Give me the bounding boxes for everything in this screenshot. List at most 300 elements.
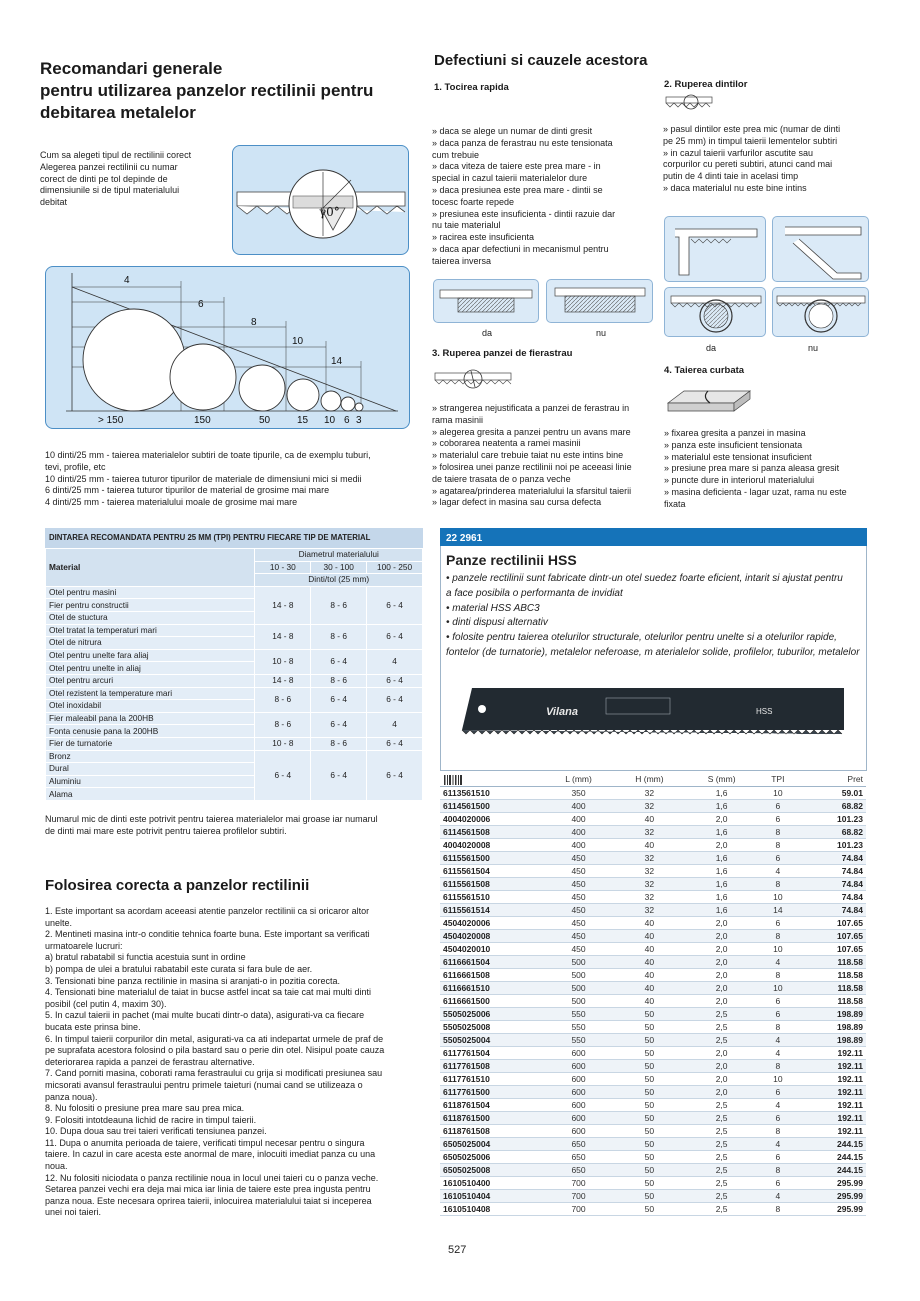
tpi-table-row: [46, 649, 423, 662]
size-label-15: 15: [297, 415, 309, 426]
tpi-cell: 6: [757, 1085, 798, 1098]
text-line: » presiune prea mare si panza aleasa gresit: [664, 463, 840, 474]
length-cell: 450: [544, 890, 613, 903]
tpi-table-row: [46, 737, 423, 750]
text-line: 3. Tensionati bine panza rectilinie in masina si aranjati-o in pozitia corecta.: [45, 975, 340, 986]
text-line: noua.: [45, 1161, 68, 1172]
size-label-10: 10: [324, 415, 336, 426]
tpi-value: 6 - 4: [311, 712, 367, 737]
defect-2-image-4: [772, 287, 869, 337]
product-code-cell: 6117761510: [440, 1072, 544, 1085]
price-cell: 192.11: [798, 1059, 866, 1072]
tpi-size-diagram: [45, 266, 410, 429]
text-line: putin de 4 dinti taie in acelasi timp: [663, 171, 799, 182]
col-s: S (mm): [686, 773, 758, 786]
tpi-cell: 4: [757, 864, 798, 877]
curved-cut-icon: [664, 385, 754, 415]
tpi-cell: 4: [757, 1098, 798, 1111]
product-code-cell: 1610510404: [440, 1189, 544, 1202]
price-cell: 118.58: [798, 955, 866, 968]
product-code: 22 2961: [446, 533, 483, 544]
length-cell: 450: [544, 942, 613, 955]
length-cell: 600: [544, 1098, 613, 1111]
thickness-cell: 2,0: [686, 968, 758, 981]
material-name: Fonta cenusie pana la 200HB: [46, 725, 255, 738]
col-l: L (mm): [544, 773, 613, 786]
tpi-table-container: [45, 528, 423, 801]
product-code-cell: 6115561504: [440, 864, 544, 877]
length-cell: 450: [544, 916, 613, 929]
blade-break-icon: [433, 368, 515, 390]
price-cell: 74.84: [798, 851, 866, 864]
product-row: [440, 1202, 866, 1215]
price-cell: 101.23: [798, 812, 866, 825]
tpi-value: 6 - 4: [367, 624, 423, 649]
tpi-cell: 6: [757, 799, 798, 812]
tpi-value: 10 - 8: [255, 649, 311, 674]
material-name: Aluminiu: [46, 775, 255, 788]
tpi-value: 8 - 6: [255, 712, 311, 737]
product-row: [440, 1033, 866, 1046]
product-code-cell: 6118761504: [440, 1098, 544, 1111]
length-cell: 700: [544, 1189, 613, 1202]
height-cell: 40: [613, 929, 686, 942]
length-cell: 450: [544, 929, 613, 942]
tpi-value: 6 - 4: [311, 649, 367, 674]
text-line: 7. Cand porniti masina, coborati rama ferastraului cu grija si modificati presiunea sau: [45, 1068, 383, 1079]
text-line: deteriorarea rapida a panzei de ferastrau alternative.: [45, 1056, 255, 1067]
price-cell: 192.11: [798, 1111, 866, 1124]
size-label-50: 50: [259, 415, 271, 426]
product-code-cell: 4004020008: [440, 838, 544, 851]
unit-row: Dinti/tol (25 mm): [255, 574, 423, 587]
size-label-gt150: > 150: [98, 415, 124, 426]
material-name: Otel pentru arcuri: [46, 674, 255, 687]
height-cell: 50: [613, 1020, 686, 1033]
height-cell: 32: [613, 890, 686, 903]
text-line: » panza este insuficient tensionata: [664, 439, 803, 450]
defect-1-text: [432, 126, 615, 268]
product-code-cell: 6117761504: [440, 1046, 544, 1059]
tpi-table-note: Numarul mic de dinti este potrivit pentru taierea materialelor mai groase iar numarul de dinti mai mare este potrivit pentru taierea profilelor subtiri.: [45, 814, 378, 836]
price-cell: 198.89: [798, 1007, 866, 1020]
price-cell: 244.15: [798, 1137, 866, 1150]
text-line: » in cazul taierii varfurilor ascutite sau: [663, 147, 814, 158]
price-cell: 192.11: [798, 1098, 866, 1111]
thickness-cell: 2,0: [686, 1046, 758, 1059]
tpi-notes: 10 dinti/25 mm - taierea materialelor subtiri de toate tipurile, ca de exemplu tuburi, tevi, profile, etc 10 dinti/25 mm - taierea tuturor tipurilor de materiale de dimensiuni mici si medii 6 dinti/25 mm - taierea tuturor tipurilor de material de grosime mai mare 4 dinti/25 mm - taierea materialului moale de grosime mai mare: [45, 450, 371, 508]
tpi-cell: 8: [757, 1124, 798, 1137]
defect-2-nu-label: nu: [808, 343, 819, 353]
tpi-label-8: 8: [251, 317, 257, 328]
thickness-cell: 2,0: [686, 812, 758, 825]
tpi-cell: 4: [757, 1137, 798, 1150]
product-row: [440, 1124, 866, 1137]
product-row: [440, 1046, 866, 1059]
height-cell: 32: [613, 786, 686, 799]
height-cell: 50: [613, 1176, 686, 1189]
product-row: [440, 799, 866, 812]
tpi-value: 6 - 4: [367, 586, 423, 624]
length-cell: 400: [544, 825, 613, 838]
material-name: Otel tratat la temperaturi mari: [46, 624, 255, 637]
tpi-cell: 4: [757, 955, 798, 968]
product-code-cell: 4004020006: [440, 812, 544, 825]
defects-title: Defectiuni si cauzele acestora: [434, 52, 648, 69]
height-cell: 32: [613, 851, 686, 864]
thickness-cell: 2,5: [686, 1111, 758, 1124]
range-2: 30 - 100: [311, 561, 367, 574]
length-cell: 700: [544, 1202, 613, 1215]
height-cell: 40: [613, 942, 686, 955]
height-cell: 40: [613, 955, 686, 968]
height-cell: 50: [613, 1033, 686, 1046]
tpi-value: 8 - 6: [311, 737, 367, 750]
page-number: 527: [448, 1244, 467, 1256]
length-cell: 550: [544, 1020, 613, 1033]
product-code-cell: 4504020010: [440, 942, 544, 955]
material-name: Otel inoxidabil: [46, 700, 255, 713]
length-cell: 600: [544, 1072, 613, 1085]
tpi-cell: 4: [757, 1189, 798, 1202]
tpi-value: 8 - 6: [311, 674, 367, 687]
product-row: [440, 942, 866, 955]
tpi-cell: 6: [757, 1007, 798, 1020]
text-line: taierea inversa: [432, 255, 492, 266]
thickness-cell: 2,0: [686, 1085, 758, 1098]
length-cell: 450: [544, 851, 613, 864]
defect-1-nu-label: nu: [596, 328, 607, 338]
material-name: Fier maleabil pana la 200HB: [46, 712, 255, 725]
price-cell: 118.58: [798, 981, 866, 994]
thickness-cell: 2,5: [686, 1202, 758, 1215]
product-row: [440, 1085, 866, 1098]
length-cell: 550: [544, 1033, 613, 1046]
price-cell: 68.82: [798, 799, 866, 812]
material-name: Otel pentru unelte fara aliaj: [46, 649, 255, 662]
price-cell: 192.11: [798, 1085, 866, 1098]
product-row: [440, 903, 866, 916]
price-cell: 198.89: [798, 1033, 866, 1046]
text-line: panza noua. Este necesara oprirea taierii, inlocuirea materialului taiat si inceperea: [45, 1195, 372, 1206]
material-name: Otel pentru unelte in aliaj: [46, 662, 255, 675]
col-diameter: Diametrul materialului: [255, 549, 423, 562]
tpi-value: 14 - 8: [255, 624, 311, 649]
tpi-value: 14 - 8: [255, 674, 311, 687]
text-line: Setarea panzei vechi era deja mai mica iar linia de taiere este prea ingusta pentru: [45, 1184, 371, 1195]
length-cell: 650: [544, 1150, 613, 1163]
product-code-cell: 6114561508: [440, 825, 544, 838]
text-line: panza noua).: [45, 1091, 98, 1102]
text-line: pe suprafata acestora folosind o pila bastard sau o perie din otel. Nisipul poate cauza: [45, 1045, 385, 1056]
tpi-cell: 10: [757, 942, 798, 955]
defect-1-da-label: da: [482, 328, 493, 338]
product-code-cell: 4504020008: [440, 929, 544, 942]
price-cell: 74.84: [798, 864, 866, 877]
tpi-cell: 10: [757, 1072, 798, 1085]
text-line: nu taie materialul: [432, 220, 501, 231]
tpi-cell: 10: [757, 786, 798, 799]
thickness-cell: 2,0: [686, 929, 758, 942]
product-row: [440, 1059, 866, 1072]
text-line: » racirea este insuficienta: [432, 232, 535, 243]
tpi-value: 6 - 4: [367, 750, 423, 800]
length-cell: 400: [544, 799, 613, 812]
text-line: posibil (cel putin 4, maxim 30).: [45, 998, 167, 1009]
tpi-value: 8 - 6: [311, 586, 367, 624]
tpi-cell: 8: [757, 1059, 798, 1072]
tpi-table: [45, 548, 423, 801]
text-line: micsorati avansul ferastraului pentru primele taieturi (numai cand se utilizeaza o: [45, 1079, 363, 1090]
tpi-value: 6 - 4: [255, 750, 311, 800]
defect-4-text: [664, 428, 847, 511]
tpi-table-title: DINTAREA RECOMANDATA PENTRU 25 MM (TPI) PENTRU FIECARE TIP DE MATERIAL: [45, 528, 423, 548]
text-line: special in cazul taierii materialelor dure: [432, 173, 588, 184]
height-cell: 50: [613, 1124, 686, 1137]
text-line: corpurilor cu pereti subtiri, atunci cand mai: [663, 159, 833, 170]
height-cell: 32: [613, 825, 686, 838]
height-cell: 50: [613, 1085, 686, 1098]
text-line: • panzele rectilinii sunt fabricate dintr-un otel suedez foarte eficient, intarit si ajustat pentru: [446, 573, 843, 584]
product-row: [440, 981, 866, 994]
tpi-label-6: 6: [198, 299, 204, 310]
product-code-cell: 6118761500: [440, 1111, 544, 1124]
text-line: » agatarea/prinderea materialului la sfarsitul taierii: [432, 485, 632, 496]
tpi-value: 6 - 4: [311, 750, 367, 800]
tpi-cell: 8: [757, 929, 798, 942]
price-cell: 295.99: [798, 1189, 866, 1202]
range-3: 100 - 250: [367, 561, 423, 574]
tpi-value: 4: [367, 649, 423, 674]
product-code-cell: 6505025006: [440, 1150, 544, 1163]
product-title: Panze rectilinii HSS: [446, 552, 577, 568]
defect-1-image-da: [433, 279, 539, 323]
length-cell: 500: [544, 994, 613, 1007]
product-code-cell: 4504020006: [440, 916, 544, 929]
price-cell: 74.84: [798, 903, 866, 916]
tpi-cell: 10: [757, 890, 798, 903]
product-code-bar: [440, 528, 867, 546]
usage-text: [45, 906, 384, 1219]
tpi-value: 8 - 6: [311, 624, 367, 649]
length-cell: 650: [544, 1137, 613, 1150]
thickness-cell: 2,5: [686, 1124, 758, 1137]
material-name: Alama: [46, 788, 255, 801]
product-code-cell: 6115561500: [440, 851, 544, 864]
product-code-cell: 6113561510: [440, 786, 544, 799]
col-price: Pret: [798, 773, 866, 786]
thickness-cell: 1,6: [686, 903, 758, 916]
height-cell: 50: [613, 1059, 686, 1072]
text-line: » coborarea neatenta a ramei masinii: [432, 438, 581, 449]
text-line: 8. Nu folositi o presiune prea mare sau prea mica.: [45, 1103, 245, 1114]
material-name: Bronz: [46, 750, 255, 763]
size-label-3: 3: [356, 415, 362, 426]
text-line: » materialul care trebuie taiat nu este intins bine: [432, 450, 624, 461]
thickness-cell: 2,5: [686, 1098, 758, 1111]
defect-2-image-2: [772, 216, 869, 282]
price-cell: 192.11: [798, 1072, 866, 1085]
tpi-table-row: [46, 750, 423, 763]
material-name: Fier pentru constructii: [46, 599, 255, 612]
price-cell: 107.65: [798, 942, 866, 955]
tpi-cell: 6: [757, 812, 798, 825]
tpi-table-row: [46, 624, 423, 637]
product-code-cell: 6117761508: [440, 1059, 544, 1072]
tpi-cell: 6: [757, 994, 798, 1007]
tpi-cell: 14: [757, 903, 798, 916]
product-row: [440, 1176, 866, 1189]
tpi-value: 6 - 4: [311, 687, 367, 712]
text-line: a face posibila o performanta de invidiat: [446, 587, 623, 599]
defect-2-text: [663, 124, 840, 195]
text-line: » alegerea gresita a panzei pentru un avans mare: [432, 426, 631, 437]
product-row: [440, 955, 866, 968]
product-row: [440, 838, 866, 851]
price-cell: 198.89: [798, 1020, 866, 1033]
product-row: [440, 1020, 866, 1033]
length-cell: 500: [544, 968, 613, 981]
product-row: [440, 890, 866, 903]
tpi-table-row: [46, 712, 423, 725]
tpi-cell: 8: [757, 838, 798, 851]
tpi-label-4: 4: [124, 275, 130, 286]
thickness-cell: 2,0: [686, 981, 758, 994]
length-cell: 700: [544, 1176, 613, 1189]
product-code-cell: 6505025008: [440, 1163, 544, 1176]
text-line: » folosirea unei panze rectilinii noi pe aceeasi linie: [432, 461, 632, 472]
product-code-cell: 1610510408: [440, 1202, 544, 1215]
price-cell: 74.84: [798, 890, 866, 903]
tpi-cell: 4: [757, 1033, 798, 1046]
text-line: • dinti dispusi alternativ: [446, 617, 548, 629]
product-code-cell: 6505025004: [440, 1137, 544, 1150]
text-line: de taiere trasata de o panza veche: [432, 473, 571, 484]
height-cell: 32: [613, 877, 686, 890]
height-cell: 50: [613, 1046, 686, 1059]
tpi-cell: 8: [757, 1202, 798, 1215]
defect-3-text: [432, 403, 632, 509]
defect-1-title: 1. Tocirea rapida: [434, 82, 509, 93]
height-cell: 40: [613, 968, 686, 981]
defect-2-title: 2. Ruperea dintilor: [664, 79, 748, 90]
product-row: [440, 994, 866, 1007]
thickness-cell: 2,5: [686, 1189, 758, 1202]
height-cell: 32: [613, 903, 686, 916]
text-line: • material HSS ABC3: [446, 602, 540, 614]
product-row: [440, 1189, 866, 1202]
text-line: • folosite pentru taierea otelurilor structurale, otelurilor pentru unelte si a otelurilor rapide,: [446, 632, 837, 644]
tpi-cell: 6: [757, 1111, 798, 1124]
blade-brand: Vilana: [546, 706, 578, 718]
product-row: [440, 812, 866, 825]
length-cell: 650: [544, 1163, 613, 1176]
tpi-value: 6 - 4: [367, 687, 423, 712]
material-name: Otel de stuctura: [46, 611, 255, 624]
text-line: taiere. In cazul in care acesta este anormal de mare, inlocuiti imediat panza cu una: [45, 1149, 376, 1160]
length-cell: 600: [544, 1059, 613, 1072]
text-line: » presiunea este insuficienta - dintii razuie dar: [432, 208, 616, 219]
product-code-cell: 6116661500: [440, 994, 544, 1007]
thickness-cell: 2,5: [686, 1163, 758, 1176]
text-line: 5. In cazul taierii in pachet (mai multe bucati dintr-o data), asigurati-va ca fiecare: [45, 1010, 365, 1021]
product-table-container: [440, 773, 866, 1216]
height-cell: 50: [613, 1111, 686, 1124]
defect-2-da-label: da: [706, 343, 717, 353]
thickness-cell: 2,0: [686, 1059, 758, 1072]
blade-mark: HSS: [756, 707, 773, 716]
text-line: 1. Este important sa acordam aceeasi atentie panzelor rectilinii ca si oricaror altor: [45, 906, 370, 916]
product-code-cell: 6116661510: [440, 981, 544, 994]
tpi-label-10: 10: [292, 336, 304, 347]
height-cell: 50: [613, 1137, 686, 1150]
text-line: 11. Dupa o anumita perioada de taiere, verificati timpul necesar pentru o singura: [45, 1137, 365, 1148]
tpi-cell: 8: [757, 825, 798, 838]
defect-1-image-nu: [546, 279, 653, 323]
usage-title: Folosirea corecta a panzelor rectilinii: [45, 877, 310, 894]
tpi-cell: 8: [757, 1020, 798, 1033]
text-line: rama masinii: [432, 414, 484, 425]
thickness-cell: 2,5: [686, 1007, 758, 1020]
text-line: unei noi taieri.: [45, 1207, 102, 1218]
height-cell: 50: [613, 1163, 686, 1176]
blade-image: [456, 684, 844, 742]
price-cell: 107.65: [798, 916, 866, 929]
text-line: fixata: [664, 498, 686, 509]
material-name: Dural: [46, 763, 255, 776]
tpi-value: 8 - 6: [255, 687, 311, 712]
thickness-cell: 2,5: [686, 1176, 758, 1189]
defect-2-image-3: [664, 287, 766, 337]
text-line: 2. Mentineti masina intr-o conditie tehnica foarte buna. Este important sa verificati: [45, 929, 370, 940]
text-line: » daca viteza de taiere este prea mare - in: [432, 161, 601, 172]
product-row: [440, 929, 866, 942]
col-material: Material: [46, 549, 255, 587]
height-cell: 40: [613, 981, 686, 994]
tooth-angle-illustration: [232, 145, 409, 255]
tpi-cell: 4: [757, 1046, 798, 1059]
product-row: [440, 1098, 866, 1111]
price-cell: 295.99: [798, 1176, 866, 1189]
price-cell: 295.99: [798, 1202, 866, 1215]
height-cell: 40: [613, 838, 686, 851]
tpi-cell: 6: [757, 916, 798, 929]
tpi-label-14: 14: [331, 356, 343, 367]
thickness-cell: 1,6: [686, 864, 758, 877]
height-cell: 50: [613, 1098, 686, 1111]
product-code-cell: 6116661508: [440, 968, 544, 981]
product-row: [440, 1007, 866, 1020]
product-code-cell: 6115561508: [440, 877, 544, 890]
product-code-cell: 5505025008: [440, 1020, 544, 1033]
intro-text: Cum sa alegeti tipul de rectilinii corect Alegerea panzei rectilinii cu numar corect de dinti pe tol depinde de dimensiunile si de tipul materialului debitat: [40, 150, 192, 208]
size-label-150: 150: [194, 415, 211, 426]
defect-2-image-1: [664, 216, 766, 282]
product-code-cell: 5505025004: [440, 1033, 544, 1046]
thickness-cell: 2,0: [686, 916, 758, 929]
product-bullets: [446, 572, 866, 661]
length-cell: 600: [544, 1085, 613, 1098]
text-line: cum trebuie: [432, 149, 480, 160]
product-row: [440, 1150, 866, 1163]
tpi-cell: 6: [757, 1176, 798, 1189]
text-line: » strangerea nejustificata a panzei de ferastrau in: [432, 403, 630, 413]
text-line: » daca se alege un numar de dinti gresit: [432, 126, 593, 136]
height-cell: 32: [613, 799, 686, 812]
product-code-cell: 5505025006: [440, 1007, 544, 1020]
thickness-cell: 2,5: [686, 1020, 758, 1033]
tpi-value: 6 - 4: [367, 674, 423, 687]
